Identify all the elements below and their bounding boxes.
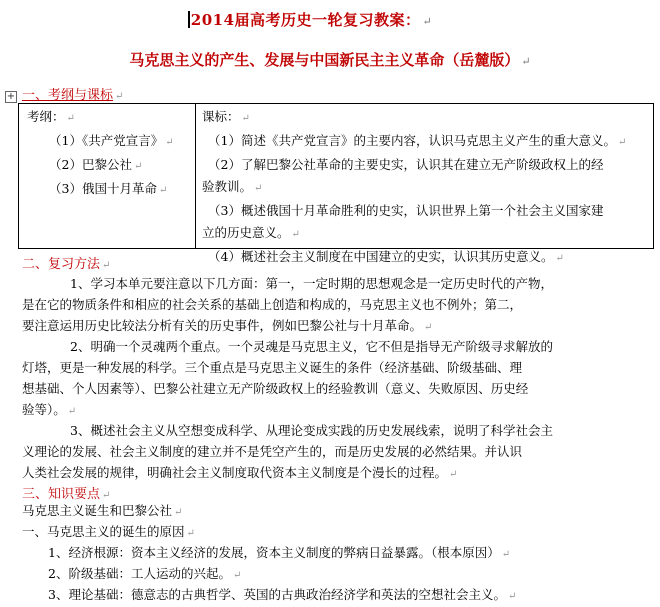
kaogang-item: （3）俄国十月革命 ↵ [49, 181, 168, 196]
kebiao-line: （1）简述《共产党宣言》的主要内容，认识马克思主义产生的重大意义。 ↵ [208, 133, 627, 148]
paragraph-mark-icon: ↵ [521, 55, 531, 68]
method-p2-line: 验等）。 ↵ [22, 402, 77, 417]
section-heading-method: 二、复习方法 ↵ [22, 257, 111, 272]
method-p3-line: 3、概述社会主义从空想变成科学、从理论变成实践的历史发展线索，说明了科学社会主 [70, 423, 553, 438]
kebiao-cell [202, 106, 652, 270]
method-p1-line: 要注意运用历史比较法分析有关的历史事件，例如巴黎公社与十月革命。 ↵ [22, 318, 433, 333]
kebiao-line: 立的历史意义。 ↵ [202, 225, 300, 240]
section-heading-outline [22, 84, 123, 103]
kaogang-label: 考纲： ↵ [27, 109, 75, 124]
method-paragraph-2 [22, 336, 652, 422]
section-heading-method-text: 二、复习方法 [22, 257, 101, 272]
knowledge-item: 1、经济根源：资本主义经济的发展，资本主义制度的弊病日益暴露。（根本原因） ↵ [48, 545, 511, 560]
kaogang-item: （2）巴黎公社 ↵ [49, 157, 143, 172]
paragraph-mark-icon: ↵ [422, 15, 433, 28]
document-subtitle-text: 马克思主义的产生、发展与中国新民主主义革命（岳麓版） [129, 51, 520, 69]
table-move-handle-icon[interactable]: + [6, 91, 16, 102]
method-p2-line: 2、明确一个灵魂两个重点。一个灵魂是马克思主义，它不但是指导无产阶级寻求解放的 [70, 339, 553, 354]
method-p2-line: 灯塔，更是一种发展的科学。三个重点是马克思主义诞生的条件（经济基础、阶级基础、理 [22, 360, 523, 375]
method-p3-line: 义理论的发展、社会主义制度的建立并不是凭空产生的，而是历史发展的必然结果。并认识 [22, 444, 523, 459]
kaogang-item: （1）《共产党宣言》 ↵ [49, 133, 174, 148]
document-subtitle [0, 49, 660, 70]
kaogang-cell [27, 106, 192, 202]
knowledge-subheading: 一、马克思主义的诞生的原因 ↵ [22, 524, 195, 539]
knowledge-item: 2、阶级基础：工人运动的兴起。 ↵ [48, 566, 242, 581]
section-heading-outline-text: 一、考纲与课标 [22, 88, 114, 103]
kebiao-line: （4）概述社会主义制度在中国建立的史实，认识其历史意义。 ↵ [208, 249, 564, 264]
method-p1-line: 1、学习本单元要注意以下几方面：第一，一定时期的思想观念是一定历史时代的产物， [70, 276, 553, 291]
kebiao-line: 验教训。 ↵ [202, 179, 263, 194]
section-heading-knowledge: 三、知识要点 ↵ [22, 487, 111, 502]
method-paragraph-3 [22, 420, 652, 485]
text-cursor [188, 11, 190, 28]
method-paragraph-1 [22, 273, 652, 338]
section-heading-knowledge-text: 三、知识要点 [22, 487, 101, 502]
outline-table [18, 103, 654, 264]
kebiao-line: （3）概述俄国十月革命胜利的史实，认识世界上第一个社会主义国家建 [208, 203, 604, 218]
document-title [0, 9, 620, 30]
document-title-text: 2014届高考历史一轮复习教案： [190, 11, 421, 29]
kebiao-label: 课标： ↵ [202, 109, 250, 124]
paragraph-mark-icon: ↵ [115, 91, 124, 102]
method-p3-line: 人类社会发展的规律，明确社会主义制度取代资本主义制度是个漫长的过程。 ↵ [22, 465, 458, 480]
paragraph-mark-icon: ↵ [66, 113, 75, 124]
knowledge-item: 3、理论基础：德意志的古典哲学、英国的古典政治经济学和英法的空想社会主义。 ↵ [48, 587, 517, 602]
paragraph-mark-icon: ↵ [241, 113, 250, 124]
table-column-divider [195, 104, 196, 248]
method-p1-line: 是在它的物质条件和相应的社会关系的基础上创造和构成的，马克思主义也不例外；第二， [22, 297, 523, 312]
knowledge-topic: 马克思主义诞生和巴黎公社 ↵ [22, 503, 183, 518]
kebiao-line: （2）了解巴黎公社革命的主要史实，认识其在建立无产阶级政权上的经 [208, 157, 604, 172]
method-p2-line: 想基础、个人因素等）、巴黎公社建立无产阶级政权上的经验教训（意义、失败原因、历史经 [22, 381, 529, 396]
